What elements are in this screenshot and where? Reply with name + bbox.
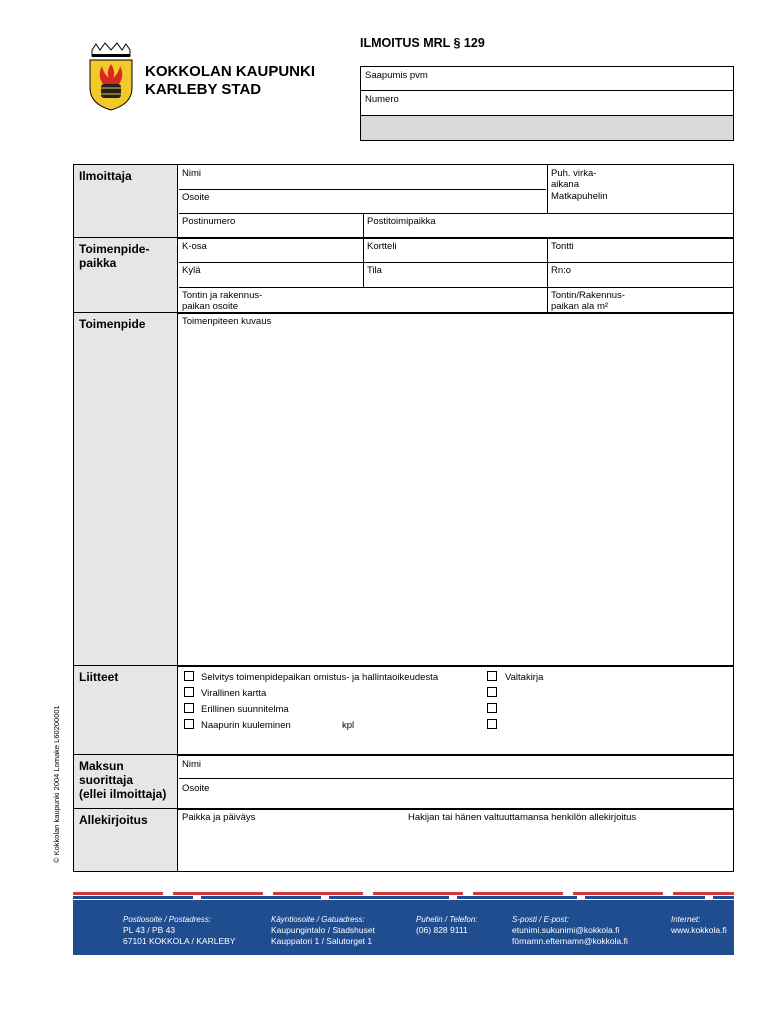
payer-name-field[interactable]: Nimi xyxy=(182,759,201,770)
footer-red-stripe xyxy=(73,892,734,895)
footer-phone-head: Puhelin / Telefon: xyxy=(416,915,478,924)
signature-field[interactable]: Hakijan tai hänen valtuuttamansa henkilön allekirjoitus xyxy=(408,812,637,823)
pcs-label: kpl xyxy=(342,720,355,731)
attachment-label-3: Erillinen suunnitelma xyxy=(201,704,289,715)
received-date-field[interactable] xyxy=(361,67,733,91)
extra-attachment-checkbox-1[interactable] xyxy=(487,687,497,697)
measure-section-head xyxy=(74,313,178,666)
office-shaded-field xyxy=(361,116,733,140)
attachments-section-title: Liitteet xyxy=(79,670,119,684)
received-date-label: Saapumis pvm xyxy=(365,70,428,81)
form-title: ILMOITUS MRL § 129 xyxy=(360,36,485,50)
footer-email-head: S-posti / E-post: xyxy=(512,915,569,924)
phone-label-line1: Puh. virka- xyxy=(551,168,597,179)
location-section-head xyxy=(74,238,178,313)
footer-phone xyxy=(416,914,478,936)
site-area-line2: paikan ala m² xyxy=(551,301,609,312)
estate-field[interactable]: Tila xyxy=(367,265,382,276)
notifier-post-office-field[interactable]: Postitoimipaikka xyxy=(367,216,436,227)
phone-label-line2: aikana xyxy=(551,179,579,190)
notifier-postcode-field[interactable]: Postinumero xyxy=(182,216,236,227)
number-label: Numero xyxy=(365,94,399,105)
plot-field[interactable]: Tontti xyxy=(551,241,574,252)
footer-postal-line1: PL 43 / PB 43 xyxy=(123,925,176,935)
location-section-title xyxy=(79,242,149,270)
extra-attachment-checkbox-2[interactable] xyxy=(487,703,497,713)
footer-bar xyxy=(73,900,734,955)
footer-visiting-line1: Kaupungintalo / Stadshuset xyxy=(271,925,375,935)
office-use-box xyxy=(360,66,734,141)
organization-name xyxy=(145,63,315,99)
footer-visiting xyxy=(271,914,375,947)
number-field[interactable] xyxy=(361,91,733,116)
village-field[interactable]: Kylä xyxy=(182,265,201,276)
extra-attachment-checkbox-3[interactable] xyxy=(487,719,497,729)
notifier-name-field[interactable]: Nimi xyxy=(182,168,201,179)
footer-visiting-line2: Kauppatori 1 / Salutorget 1 xyxy=(271,936,373,946)
power-of-attorney-label: Valtakirja xyxy=(505,672,544,683)
attachment-checkbox-4[interactable] xyxy=(184,719,194,729)
site-address-line2: paikan osoite xyxy=(182,301,238,312)
district-field[interactable]: K-osa xyxy=(182,241,207,252)
notifier-section-title: Ilmoittaja xyxy=(79,169,132,183)
copyright-form-code: © Kokkolan kaupunki 2004 Lomake L60200001 xyxy=(52,705,61,863)
payer-section-title xyxy=(79,759,166,801)
organization-name-line1: KOKKOLAN KAUPUNKI xyxy=(145,63,315,80)
site-area-line1: Tontin/Rakennus- xyxy=(551,290,625,301)
footer-web xyxy=(671,914,727,936)
notifier-mobile-field[interactable]: Matkapuhelin xyxy=(551,191,608,202)
payer-title-line3: (ellei ilmoittaja) xyxy=(79,787,167,801)
coat-of-arms-icon xyxy=(86,42,136,112)
location-title-line2: paikka xyxy=(79,256,117,270)
notification-form xyxy=(73,164,734,872)
footer-email-line2[interactable]: förnamn.efternamn@kokkola.fi xyxy=(512,936,628,946)
attachment-label-2: Virallinen kartta xyxy=(201,688,267,699)
measure-description-field[interactable]: Toimenpiteen kuvaus xyxy=(182,316,272,327)
attachments-section-head xyxy=(74,666,178,755)
footer-web-link[interactable]: www.kokkola.fi xyxy=(671,925,727,935)
place-date-field[interactable]: Paikka ja päiväys xyxy=(182,812,256,823)
footer-email-line1[interactable]: etunimi.sukunimi@kokkola.fi xyxy=(512,925,620,935)
notifier-phone-field[interactable] xyxy=(551,168,596,190)
location-title-line1: Toimenpide- xyxy=(79,242,150,256)
measure-section-title: Toimenpide xyxy=(79,317,146,331)
footer-phone-line1: (06) 828 9111 xyxy=(416,925,468,935)
footer-web-head: Internet: xyxy=(671,915,701,924)
notifier-section-head xyxy=(74,165,178,238)
payer-title-line2: suorittaja xyxy=(79,773,134,787)
power-of-attorney-checkbox[interactable] xyxy=(487,671,497,681)
signature-section-title: Allekirjoitus xyxy=(79,813,148,827)
site-address-line1: Tontin ja rakennus- xyxy=(182,290,263,301)
payer-address-field[interactable]: Osoite xyxy=(182,783,210,794)
attachment-checkbox-1[interactable] xyxy=(184,671,194,681)
footer-visiting-head: Käyntiosoite / Gatuadress: xyxy=(271,915,365,924)
attachment-label-4: Naapurin kuuleminen xyxy=(201,720,291,731)
attachment-label-1: Selvitys toimenpidepaikan omistus- ja hallintaoikeudesta xyxy=(201,672,439,683)
attachment-checkbox-3[interactable] xyxy=(184,703,194,713)
attachment-checkbox-2[interactable] xyxy=(184,687,194,697)
footer-postal xyxy=(123,914,235,947)
footer-blue-stripe xyxy=(73,896,734,899)
organization-name-line2: KARLEBY STAD xyxy=(145,81,262,98)
reg-no-field[interactable]: Rn:o xyxy=(551,265,572,276)
footer-postal-head: Postiosoite / Postadress: xyxy=(123,915,212,924)
block-field[interactable]: Kortteli xyxy=(367,241,397,252)
footer-postal-line2: 67101 KOKKOLA / KARLEBY xyxy=(123,936,236,946)
signature-section-head xyxy=(74,809,178,871)
payer-section-head xyxy=(74,755,178,809)
site-address-field[interactable] xyxy=(182,290,262,312)
footer-email xyxy=(512,914,628,947)
notifier-address-field[interactable]: Osoite xyxy=(182,192,210,203)
payer-title-line1: Maksun xyxy=(79,759,124,773)
site-area-field[interactable] xyxy=(551,290,625,312)
